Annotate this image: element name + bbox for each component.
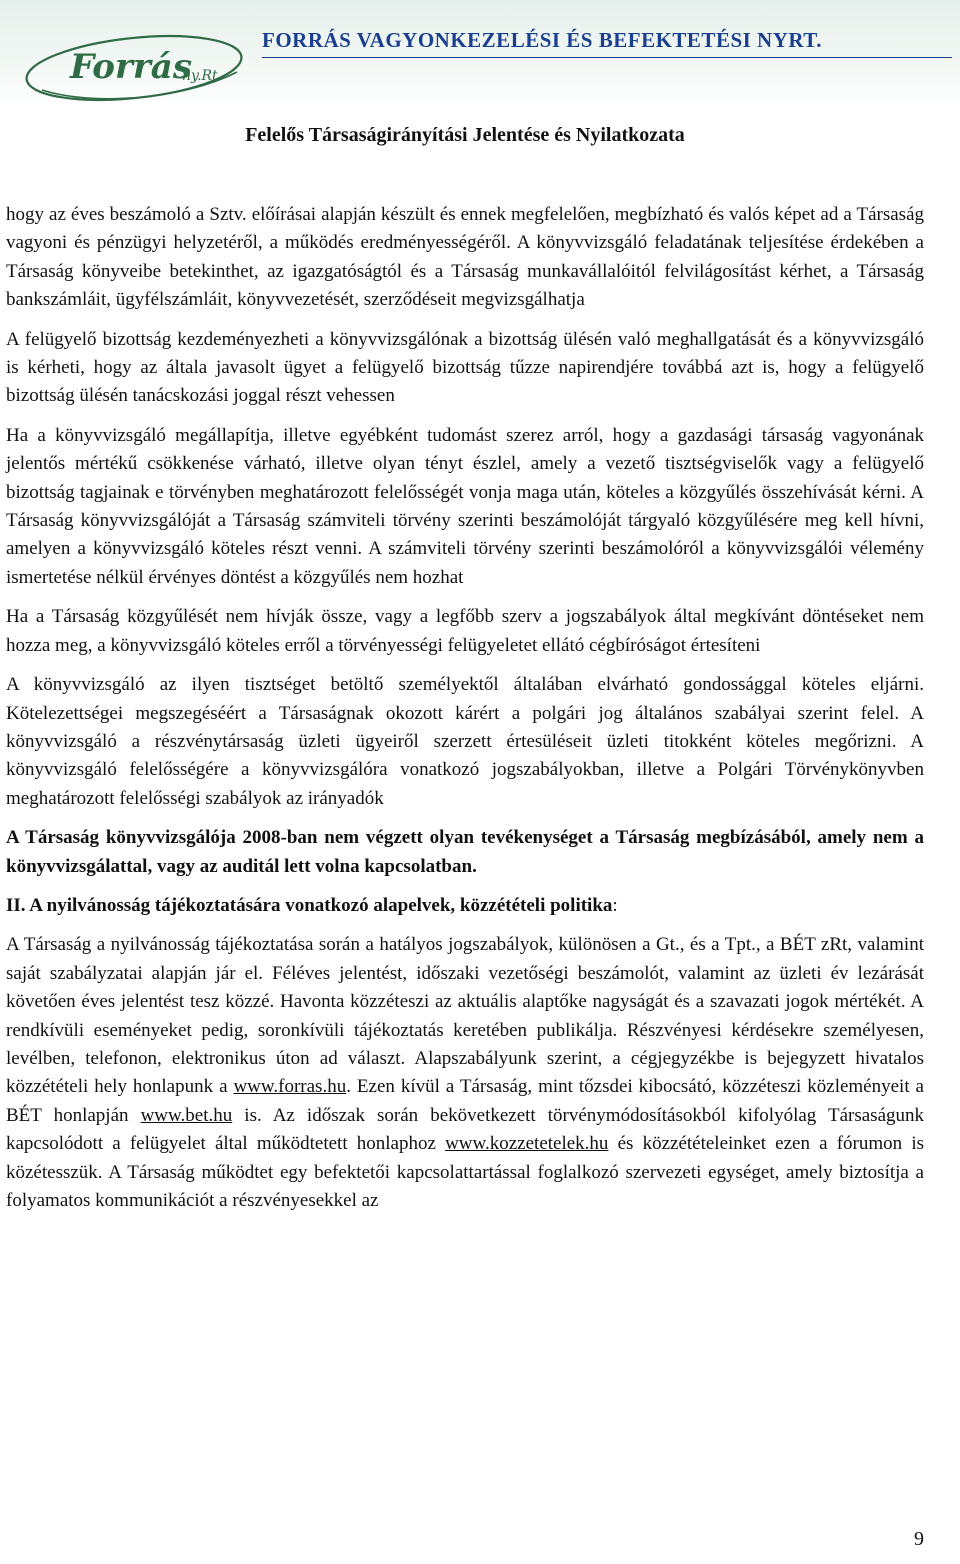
logo-wordmark: Forrás: [70, 47, 192, 87]
paragraph-general-meeting: Ha a könyvvizsgáló megállapítja, illetve egyébként tudomást szerez arról, hogy a gazdasági társaság vagyonának jelentős mértékű csökkenése várható, illetve olyan tényt észlel, amely a vezető tisztségviselők vagy a felügyelő bizottság tagjainak e törvényben meghatározott felelősségét vonja maga után, köteles a közgyűlés összehívását kérni. A Társaság könyvvizsgálóját a Társaság számviteli törvény szerinti beszámolóját tárgyaló közgyűlésére meg kell hívni, amelyen a könyvvizsgáló köteles részt venni. A számviteli törvény szerinti beszámolóról a könyvvizsgálói vélemény ismertetése nélkül érvényes döntést a közgyűlés nem hozhat: [6, 424, 924, 588]
paragraph-auditor-report: hogy az éves beszámoló a Sztv. előírásai alapján készült és ennek megfelelően, megbízható és valós képet ad a Társaság vagyoni és pénzügyi helyzetéről, a működés eredményességéről. A könyvvizsgáló feladatának teljesítése érdekében a Társaság könyveibe betekinthet, az igazgatóságtól és a Társaság munkavállalóitól felvilágosítást kérhet, a Társaság bankszámláit, ügyfélszámláit, könyvvezetését, szerződéseit megvizsgálhatja: [6, 204, 924, 311]
link-forras[interactable]: www.forras.hu: [233, 1076, 347, 1098]
paragraph-court-notification: Ha a Társaság közgyűlését nem hívják össze, vagy a legfőbb szerv a jogszabályok által megkívánt döntéseket nem hozza meg, a könyvvizsgáló köteles erről a törvényességi felügyeletet ellátó cégbíróságot értesíteni: [6, 606, 924, 656]
section-heading-text: II. A nyilvánosság tájékoztatására vonatkozó alapelvek, közzétételi politika: [6, 894, 613, 916]
paragraph-auditor-statement: A Társaság könyvvizsgálója 2008-ban nem végzett olyan tevékenységet a Társaság megbízásából, amely nem a könyvvizsgálattal, vagy az auditál lett volna kapcsolatban.: [6, 827, 924, 877]
link-kozzetetelek[interactable]: www.kozzetetelek.hu: [445, 1133, 609, 1155]
paragraph-supervisory-board: A felügyelő bizottság kezdeményezheti a könyvvizsgálónak a bizottság ülésén való meghallgatását és a könyvvizsgáló is kérheti, hogy az általa javasolt ügyet a felügyelő bizottság tűzze napirendjére továbbá azt is, hogy a felügyelő bizottság ülésén tanácskozási joggal részt vehessen: [6, 328, 924, 407]
disclosure-text-2: . Ezen kívül a Társaság, mint tőzsdei kibocsátó, közzéteszi közleményeit a BÉT honlapján: [6, 1076, 924, 1126]
section-heading-colon: :: [612, 894, 618, 916]
link-bet[interactable]: www.bet.hu: [140, 1104, 233, 1126]
disclosure-text-3: is. Az időszak során bekövetkezett törvénymódosításokból kifolyólag Társaságunk kapcsolódott a felügyelet által működtetett honlaphoz: [6, 1104, 925, 1155]
company-logo: [22, 20, 252, 104]
header-divider: [262, 57, 952, 58]
paragraph-auditor-duties: A könyvvizsgáló az ilyen tisztséget betöltő személyektől általában elvárható gondossággal köteles eljárni. Kötelezettségei megszegéséért a Társaságnak okozott kárért a polgári jog általános szabályai szerint felel. A könyvvizsgáló a részvénytársaság üzleti ügyeiről szerzett értesüléseit üzleti titokként köteles megőrizni. A könyvvizsgáló felelősségére a könyvvizsgálóra vonatkozó jogszabályokban, illetve a Polgári Törvénykönyvben meghatározott felelősségi szabályok az irányadók: [6, 674, 924, 809]
document-body: [6, 201, 924, 1226]
section-heading: [6, 892, 924, 920]
document-title: Felelős Társaságirányítási Jelentése és Nyilatkozata: [245, 124, 685, 146]
disclosure-text-1: A Társaság a nyilvánosság tájékoztatása során a hatályos jogszabályok, különösen a Gt., és a Tpt., a BÉT zRt, valamint saját szabályzatai alapján jár el. Féléves jelentést, időszaki vezetőségi beszámolót, valamint az üzleti év lezárását követően éves jelentést tesz közzé. Havonta közzéteszi az aktuális alaptőke nagyságát és a szavazati jogok mértékét. A rendkívüli eseményeket pedig, soronkívüli tájékoztatás keretében publikálja. Részvényesi kérdésekre személyesen, levélben, telefonon, elektronikus úton ad választ. Alapszabályunk szerint, a cégjegyzékbe is bejegyzett hivatalos közzétételi hely honlapunk a: [6, 934, 924, 1098]
company-name: FORRÁS VAGYONKEZELÉSI ÉS BEFEKTETÉSI NYRT.: [262, 28, 823, 52]
paragraph-disclosure-policy: [6, 931, 924, 1215]
logo-suffix: ny.Rt.: [182, 68, 223, 84]
disclosure-text-4: és közzétételeinket ezen a fórumon is közétesszük. A Társaság működtet egy befektetői kapcsolattartással foglalkozó szervezeti egységet, amely biztosítja a folyamatos kommunikációt a részvényesekkel az: [6, 1133, 924, 1211]
forras-logo-graphic: [22, 20, 252, 104]
page-number: 9: [914, 1528, 924, 1550]
